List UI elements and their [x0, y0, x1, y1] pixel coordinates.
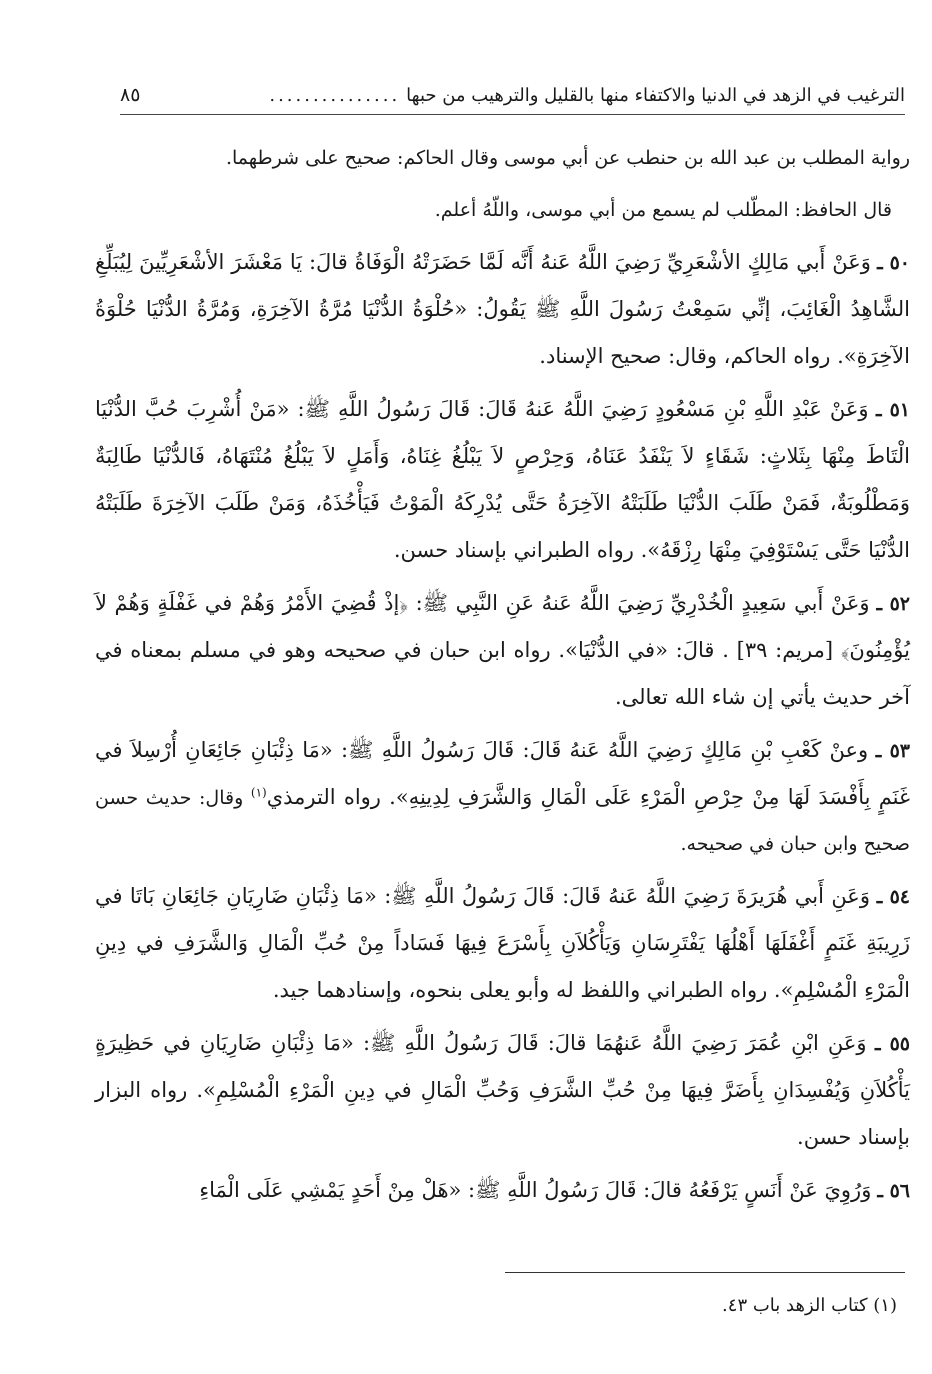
- hadith-number: ٥١ ـ: [876, 399, 910, 421]
- hadith-number: ٥٣ ـ: [875, 740, 910, 762]
- hadith-text: وَرُوِيَ عَنْ أَنَسٍ يَرْفَعُهُ قالَ: قَالَ رَسُولُ اللَّهِ ﷺ: «هَلْ مِنْ أَحَدٍ يَمْشِي عَلَى الْمَاءِ: [199, 1178, 872, 1202]
- hadith-number: ٥٥ ـ: [874, 1033, 910, 1055]
- hadith-text: وَعَنِ أَبي هُرَيرَةَ رَضِيَ اللَّهُ عَنهُ قَالَ: قَالَ رَسُولُ اللَّهِ ﷺ: «مَا ذِئْبَانِ ضَارِيَانِ جَائِعَانِ بَاتَا في زَرِيبَةِ غَنَمٍ أَغْفَلَهَا أَهْلُهَا يَفْتَرِسَانِ وَيَأْكُلاَنِ بِأَسْرَعَ فِيهَا فَسَاداً مِنْ حُبِّ الْمَالِ وَالشَّرَفِ في دِينِ الْمَرْءِ الْمُسْلِمِ». رواه الطبراني واللفظ له وأبو يعلى بنحوه، وإسنادهما جيد.: [95, 884, 910, 1002]
- hadith-52: [95, 580, 910, 721]
- intro-paragraph: [95, 135, 910, 181]
- hadith-text: وَعَنْ عَبْدِ اللَّهِ بْنِ مَسْعُودٍ رَضِيَ اللَّهُ عَنهُ قَالَ: قَالَ رَسُولُ اللَّهِ ﷺ: «مَنْ أُشْرِبَ حُبَّ الدُّنْيَا الْتَاطَ مِنْهَا بِثَلاثٍ: شَقَاءٍ لاَ يَنْفَدُ عَنَاهُ، وَحِرْصٍ لاَ يَبْلُغُ غِنَاهُ، وَأَمَلٍ لاَ يَبْلُغُ مُنْتَهَاهُ، فَالدُّنْيَا طَالِبَةٌ وَمَطْلُوبَةٌ، فَمَنْ طَلَبَ الدُّنْيَا طَلَبَتْهُ الآخِرَةُ حَتَّى يُدْرِكَهُ الْمَوْتُ فَيَأْخُذَهُ، وَمَنْ طَلَبَ الآخِرَةَ طَلَبَتْهُ الدُّنْيَا حَتَّى يَسْتَوْفِيَ مِنْهَا رِزْقَهُ». رواه الطبراني بإسناد حسن.: [95, 397, 910, 562]
- hadith-number: ٥٦ ـ: [877, 1180, 910, 1202]
- hadith-text: وَعَنْ أَبي مَالِكٍ الأشْعَرِيِّ رَضِيَ اللَّهُ عَنهُ أَنَّه لَمَّا حَضَرَتْهُ الْوَفَاةُ قالَ: يَا مَعْشَرَ الأشْعَرِيِّينَ لِيُبَلِّغِ الشَّاهِدُ الْغَائِبَ، إنِّي سَمِعْتُ رَسُولَ اللَّهِ ﷺ يَقُولُ: «حُلْوَةُ الدُّنْيَا مُرَّةُ الآخِرَةِ، وَمُرَّةُ الدُّنْيَا حُلْوَةُ الآخِرَةِ». رواه الحاكم، وقال: صحيح الإسناد.: [95, 250, 910, 368]
- intro-text: رواية المطلب بن عبد الله بن حنطب عن أبي موسى وقال الحاكم: صحيح على شرطهما.: [225, 147, 910, 169]
- footnote-mark: (١): [873, 1295, 897, 1316]
- hadith-grading: وقال: حديث حسن صحيح وابن حبان في صحيحه.: [95, 787, 910, 855]
- hafiz-note-text: قال الحافظ: المطّلب لم يسمع من أبي موسى، واللّهُ أعلم.: [434, 199, 892, 221]
- hadith-53: [95, 727, 910, 867]
- footnote-text: كتاب الزهد باب ٤٣.: [722, 1295, 868, 1316]
- hadith-number: ٥٤ ـ: [876, 886, 911, 908]
- hadith-50: [95, 239, 910, 380]
- hadith-text: وعنْ كَعْبِ بْنِ مَالِكٍ رَضِيَ اللَّهُ عَنهُ قَالَ: قَالَ رَسُولُ اللَّهِ ﷺ: «مَا ذِئْبَانِ جَائِعَانِ أُرْسِلاَ في غَنَمٍ بِأَفْسَدَ لَهَا مِنْ حِرْصِ الْمَرْءِ عَلَى الْمَالِ وَالشَّرَفِ لِدِينِهِ». رواه الترمذي: [95, 738, 910, 809]
- running-title: الترغيب في الزهد في الدنيا والاكتفاء منها بالقليل والترهيب من حبها: [406, 85, 905, 106]
- hadith-number: ٥٢ ـ: [876, 593, 910, 615]
- hadith-text: وَعَنِ ابْنِ عُمَرَ رَضِيَ اللَّهُ عَنهُمَا قالَ: قَالَ رَسُولُ اللَّهِ ﷺ: «مَا ذِئْبَانِ ضَارِيَانِ في حَظِيرَةٍ يَأْكُلاَنِ وَيُفْسِدَانِ بِأَضَرَّ فِيهَا مِنْ حُبِّ الشَّرَفِ وَحُبِّ الْمَالِ في دِينِ الْمَرْءِ الْمُسْلِمِ». رواه البزار بإسناد حسن.: [95, 1031, 910, 1149]
- page-body: [95, 135, 910, 1220]
- hadith-55: [95, 1020, 910, 1161]
- hadith-56: [95, 1167, 910, 1214]
- hafiz-note: [95, 187, 910, 233]
- footnote-reference[interactable]: (١): [250, 785, 267, 800]
- page-number: ٨٥: [120, 84, 141, 106]
- header-divider: [120, 114, 905, 115]
- footnote-divider: [505, 1272, 905, 1273]
- running-header: [120, 84, 905, 106]
- hadith-54: [95, 873, 910, 1014]
- leader-dots: ...............: [269, 85, 401, 106]
- footnote: [137, 1292, 897, 1320]
- hadith-51: [95, 386, 910, 574]
- hadith-text: وَعَنْ أَبي سَعِيدٍ الْخُدْرِيِّ رَضِيَ اللَّهُ عَنهُ عَنِ النَّبِي ﷺ: ﴿إذْ قُضِيَ الأَمْرُ وَهُمْ في غَفْلَةٍ وَهُمْ لاَ يُؤْمِنُونَ﴾ [مريم: ٣٩] . قالَ: «في الدُّنْيَا». رواه ابن حبان في صحيحه وهو في مسلم بمعناه في آخر حديث يأتي إن شاء الله تعالى.: [95, 591, 910, 709]
- hadith-number: ٥٠ ـ: [877, 252, 910, 274]
